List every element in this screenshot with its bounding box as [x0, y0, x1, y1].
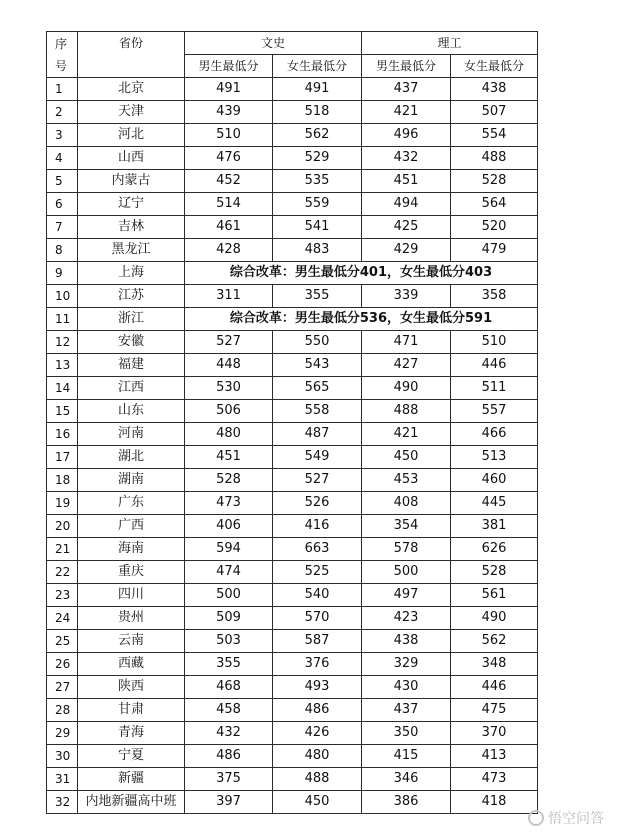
table-row [47, 607, 538, 630]
cell-sci-female: 370 [451, 722, 538, 745]
table-row [47, 469, 538, 492]
cell-sci-female: 418 [451, 791, 538, 814]
cell-sci-male: 438 [362, 630, 451, 653]
cell-arts-male: 355 [185, 653, 273, 676]
cell-sci-female: 413 [451, 745, 538, 768]
header-province: 省份 [78, 32, 185, 78]
cell-arts-male: 406 [185, 515, 273, 538]
cell-sci-male: 329 [362, 653, 451, 676]
cell-sci-female: 479 [451, 239, 538, 262]
cell-seq: 25 [47, 630, 78, 653]
cell-sci-male: 437 [362, 78, 451, 101]
cell-province: 海南 [78, 538, 185, 561]
cell-sci-female: 488 [451, 147, 538, 170]
cell-sci-male: 421 [362, 423, 451, 446]
cell-sci-male: 490 [362, 377, 451, 400]
cell-arts-female: 483 [273, 239, 362, 262]
table-row [47, 653, 538, 676]
cell-seq: 14 [47, 377, 78, 400]
cell-sci-female: 520 [451, 216, 538, 239]
cell-arts-female: 562 [273, 124, 362, 147]
cell-arts-female: 587 [273, 630, 362, 653]
cell-arts-female: 529 [273, 147, 362, 170]
cell-arts-female: 663 [273, 538, 362, 561]
cell-province: 内蒙古 [78, 170, 185, 193]
table-row [47, 193, 538, 216]
cell-arts-male: 473 [185, 492, 273, 515]
cell-province: 福建 [78, 354, 185, 377]
cell-sci-female: 510 [451, 331, 538, 354]
table-row [47, 492, 538, 515]
cell-sci-female: 473 [451, 768, 538, 791]
cell-sci-male: 415 [362, 745, 451, 768]
cell-sci-male: 408 [362, 492, 451, 515]
cell-arts-male: 500 [185, 584, 273, 607]
cell-province: 甘肃 [78, 699, 185, 722]
table-row [47, 630, 538, 653]
cell-arts-male: 509 [185, 607, 273, 630]
table-row [47, 285, 538, 308]
cell-seq: 1 [47, 78, 78, 101]
cell-arts-female: 527 [273, 469, 362, 492]
cell-seq: 30 [47, 745, 78, 768]
cell-sci-female: 557 [451, 400, 538, 423]
cell-seq: 3 [47, 124, 78, 147]
cell-sci-female: 626 [451, 538, 538, 561]
cell-sci-male: 450 [362, 446, 451, 469]
cell-sci-female: 513 [451, 446, 538, 469]
table-row [47, 354, 538, 377]
cell-sci-female: 528 [451, 561, 538, 584]
table-row [47, 699, 538, 722]
cell-province: 江苏 [78, 285, 185, 308]
cell-seq: 18 [47, 469, 78, 492]
cell-arts-female: 559 [273, 193, 362, 216]
cell-arts-male: 503 [185, 630, 273, 653]
cell-arts-female: 541 [273, 216, 362, 239]
cell-sci-female: 438 [451, 78, 538, 101]
cell-seq: 6 [47, 193, 78, 216]
cell-sci-male: 432 [362, 147, 451, 170]
cell-seq: 31 [47, 768, 78, 791]
cell-province: 湖北 [78, 446, 185, 469]
table-body [47, 32, 538, 814]
wukong-logo-icon [528, 810, 544, 826]
cell-province: 陕西 [78, 676, 185, 699]
cell-seq: 4 [47, 147, 78, 170]
cell-arts-male: 506 [185, 400, 273, 423]
cell-arts-male: 527 [185, 331, 273, 354]
cell-province: 四川 [78, 584, 185, 607]
table-row [47, 722, 538, 745]
cell-arts-male: 486 [185, 745, 273, 768]
cell-sci-male: 346 [362, 768, 451, 791]
cell-arts-female: 450 [273, 791, 362, 814]
table-row [47, 147, 538, 170]
cell-seq: 17 [47, 446, 78, 469]
cell-sci-male: 453 [362, 469, 451, 492]
cell-sci-male: 578 [362, 538, 451, 561]
cell-arts-male: 491 [185, 78, 273, 101]
cell-sci-male: 423 [362, 607, 451, 630]
cell-sci-female: 475 [451, 699, 538, 722]
table-row [47, 745, 538, 768]
cell-arts-male: 480 [185, 423, 273, 446]
cell-province: 广东 [78, 492, 185, 515]
cell-arts-female: 480 [273, 745, 362, 768]
cell-sci-male: 386 [362, 791, 451, 814]
cell-province: 河北 [78, 124, 185, 147]
cell-sci-female: 358 [451, 285, 538, 308]
cell-province: 重庆 [78, 561, 185, 584]
cell-sci-female: 445 [451, 492, 538, 515]
cell-sci-female: 381 [451, 515, 538, 538]
cell-sci-male: 427 [362, 354, 451, 377]
table-row [47, 170, 538, 193]
cell-sci-female: 528 [451, 170, 538, 193]
cell-seq: 8 [47, 239, 78, 262]
cell-arts-female: 526 [273, 492, 362, 515]
cell-sci-male: 496 [362, 124, 451, 147]
cell-province: 安徽 [78, 331, 185, 354]
table-row [47, 423, 538, 446]
table-row [47, 216, 538, 239]
cell-arts-female: 488 [273, 768, 362, 791]
cell-sci-male: 350 [362, 722, 451, 745]
cell-arts-female: 518 [273, 101, 362, 124]
cell-province: 上海 [78, 262, 185, 285]
cell-province: 天津 [78, 101, 185, 124]
cell-sci-male: 500 [362, 561, 451, 584]
cell-arts-male: 468 [185, 676, 273, 699]
cell-arts-female: 550 [273, 331, 362, 354]
cell-arts-female: 525 [273, 561, 362, 584]
cell-arts-female: 416 [273, 515, 362, 538]
cell-sci-female: 507 [451, 101, 538, 124]
table-row [47, 101, 538, 124]
cell-province: 内地新疆高中班 [78, 791, 185, 814]
cell-province: 云南 [78, 630, 185, 653]
cell-arts-male: 428 [185, 239, 273, 262]
table-row [47, 676, 538, 699]
table-row [47, 239, 538, 262]
cell-seq: 7 [47, 216, 78, 239]
header-arts-female: 女生最低分 [273, 55, 362, 78]
cell-arts-male: 461 [185, 216, 273, 239]
cell-arts-male: 594 [185, 538, 273, 561]
cell-province: 辽宁 [78, 193, 185, 216]
cell-arts-female: 376 [273, 653, 362, 676]
cell-seq: 16 [47, 423, 78, 446]
cell-arts-female: 565 [273, 377, 362, 400]
cell-sci-male: 451 [362, 170, 451, 193]
cell-arts-male: 448 [185, 354, 273, 377]
table-row [47, 538, 538, 561]
cell-arts-female: 426 [273, 722, 362, 745]
cell-sci-female: 511 [451, 377, 538, 400]
cell-sci-male: 471 [362, 331, 451, 354]
cell-seq: 11 [47, 308, 78, 331]
cell-seq: 9 [47, 262, 78, 285]
cell-sci-male: 437 [362, 699, 451, 722]
header-arts-male: 男生最低分 [185, 55, 273, 78]
cell-province: 江西 [78, 377, 185, 400]
cell-merged-note: 综合改革：男生最低分536，女生最低分591 [185, 308, 538, 331]
cell-province: 吉林 [78, 216, 185, 239]
cell-arts-male: 476 [185, 147, 273, 170]
cell-arts-male: 452 [185, 170, 273, 193]
header-group-science: 理工 [362, 32, 538, 55]
cell-arts-male: 439 [185, 101, 273, 124]
header-sci-female: 女生最低分 [451, 55, 538, 78]
cell-province: 浙江 [78, 308, 185, 331]
cell-seq: 20 [47, 515, 78, 538]
cell-arts-male: 311 [185, 285, 273, 308]
cell-province: 贵州 [78, 607, 185, 630]
cell-sci-male: 339 [362, 285, 451, 308]
cell-sci-male: 488 [362, 400, 451, 423]
table-row [47, 262, 538, 285]
cell-merged-note: 综合改革：男生最低分401，女生最低分403 [185, 262, 538, 285]
cell-arts-female: 355 [273, 285, 362, 308]
cell-sci-female: 466 [451, 423, 538, 446]
header-seq: 序 号 [47, 32, 78, 78]
cell-province: 广西 [78, 515, 185, 538]
cell-province: 新疆 [78, 768, 185, 791]
table-row [47, 515, 538, 538]
table-row [47, 331, 538, 354]
cell-province: 青海 [78, 722, 185, 745]
cell-province: 西藏 [78, 653, 185, 676]
header-group-arts: 文史 [185, 32, 362, 55]
cell-sci-female: 562 [451, 630, 538, 653]
cell-arts-female: 543 [273, 354, 362, 377]
cell-sci-male: 421 [362, 101, 451, 124]
cell-sci-female: 460 [451, 469, 538, 492]
header-sci-male: 男生最低分 [362, 55, 451, 78]
cell-seq: 13 [47, 354, 78, 377]
cell-arts-female: 540 [273, 584, 362, 607]
cell-arts-female: 535 [273, 170, 362, 193]
cell-arts-male: 432 [185, 722, 273, 745]
cell-seq: 19 [47, 492, 78, 515]
cell-sci-female: 446 [451, 676, 538, 699]
cell-arts-male: 510 [185, 124, 273, 147]
cell-arts-female: 549 [273, 446, 362, 469]
header-row-groups [47, 32, 538, 55]
cell-seq: 2 [47, 101, 78, 124]
cell-arts-female: 491 [273, 78, 362, 101]
cell-province: 黑龙江 [78, 239, 185, 262]
cell-sci-male: 354 [362, 515, 451, 538]
cell-arts-male: 474 [185, 561, 273, 584]
table-row [47, 584, 538, 607]
cell-arts-male: 397 [185, 791, 273, 814]
cell-sci-female: 348 [451, 653, 538, 676]
table-row [47, 124, 538, 147]
table-row [47, 377, 538, 400]
cell-sci-male: 494 [362, 193, 451, 216]
cell-seq: 32 [47, 791, 78, 814]
cell-sci-female: 490 [451, 607, 538, 630]
cell-arts-female: 570 [273, 607, 362, 630]
cell-arts-male: 451 [185, 446, 273, 469]
cell-arts-male: 528 [185, 469, 273, 492]
cell-arts-male: 458 [185, 699, 273, 722]
score-table [46, 31, 538, 814]
cell-sci-female: 446 [451, 354, 538, 377]
cell-seq: 28 [47, 699, 78, 722]
cell-sci-male: 497 [362, 584, 451, 607]
cell-seq: 29 [47, 722, 78, 745]
cell-province: 宁夏 [78, 745, 185, 768]
watermark-text: 悟空问答 [548, 811, 604, 827]
table-row [47, 561, 538, 584]
cell-arts-female: 493 [273, 676, 362, 699]
cell-arts-female: 558 [273, 400, 362, 423]
cell-seq: 24 [47, 607, 78, 630]
cell-arts-male: 514 [185, 193, 273, 216]
cell-sci-female: 564 [451, 193, 538, 216]
cell-sci-male: 425 [362, 216, 451, 239]
cell-province: 河南 [78, 423, 185, 446]
cell-arts-female: 486 [273, 699, 362, 722]
cell-province: 北京 [78, 78, 185, 101]
cell-seq: 22 [47, 561, 78, 584]
cell-sci-male: 429 [362, 239, 451, 262]
cell-seq: 12 [47, 331, 78, 354]
cell-sci-female: 561 [451, 584, 538, 607]
cell-province: 湖南 [78, 469, 185, 492]
cell-province: 山西 [78, 147, 185, 170]
cell-arts-female: 487 [273, 423, 362, 446]
table-row [47, 791, 538, 814]
cell-arts-male: 530 [185, 377, 273, 400]
watermark [528, 808, 604, 828]
cell-seq: 23 [47, 584, 78, 607]
table-row [47, 308, 538, 331]
cell-sci-male: 430 [362, 676, 451, 699]
table-row [47, 78, 538, 101]
table-row [47, 446, 538, 469]
cell-seq: 27 [47, 676, 78, 699]
cell-province: 山东 [78, 400, 185, 423]
cell-seq: 21 [47, 538, 78, 561]
cell-sci-female: 554 [451, 124, 538, 147]
cell-arts-male: 375 [185, 768, 273, 791]
table-row [47, 400, 538, 423]
cell-seq: 26 [47, 653, 78, 676]
cell-seq: 15 [47, 400, 78, 423]
cell-seq: 5 [47, 170, 78, 193]
cell-seq: 10 [47, 285, 78, 308]
table-row [47, 768, 538, 791]
